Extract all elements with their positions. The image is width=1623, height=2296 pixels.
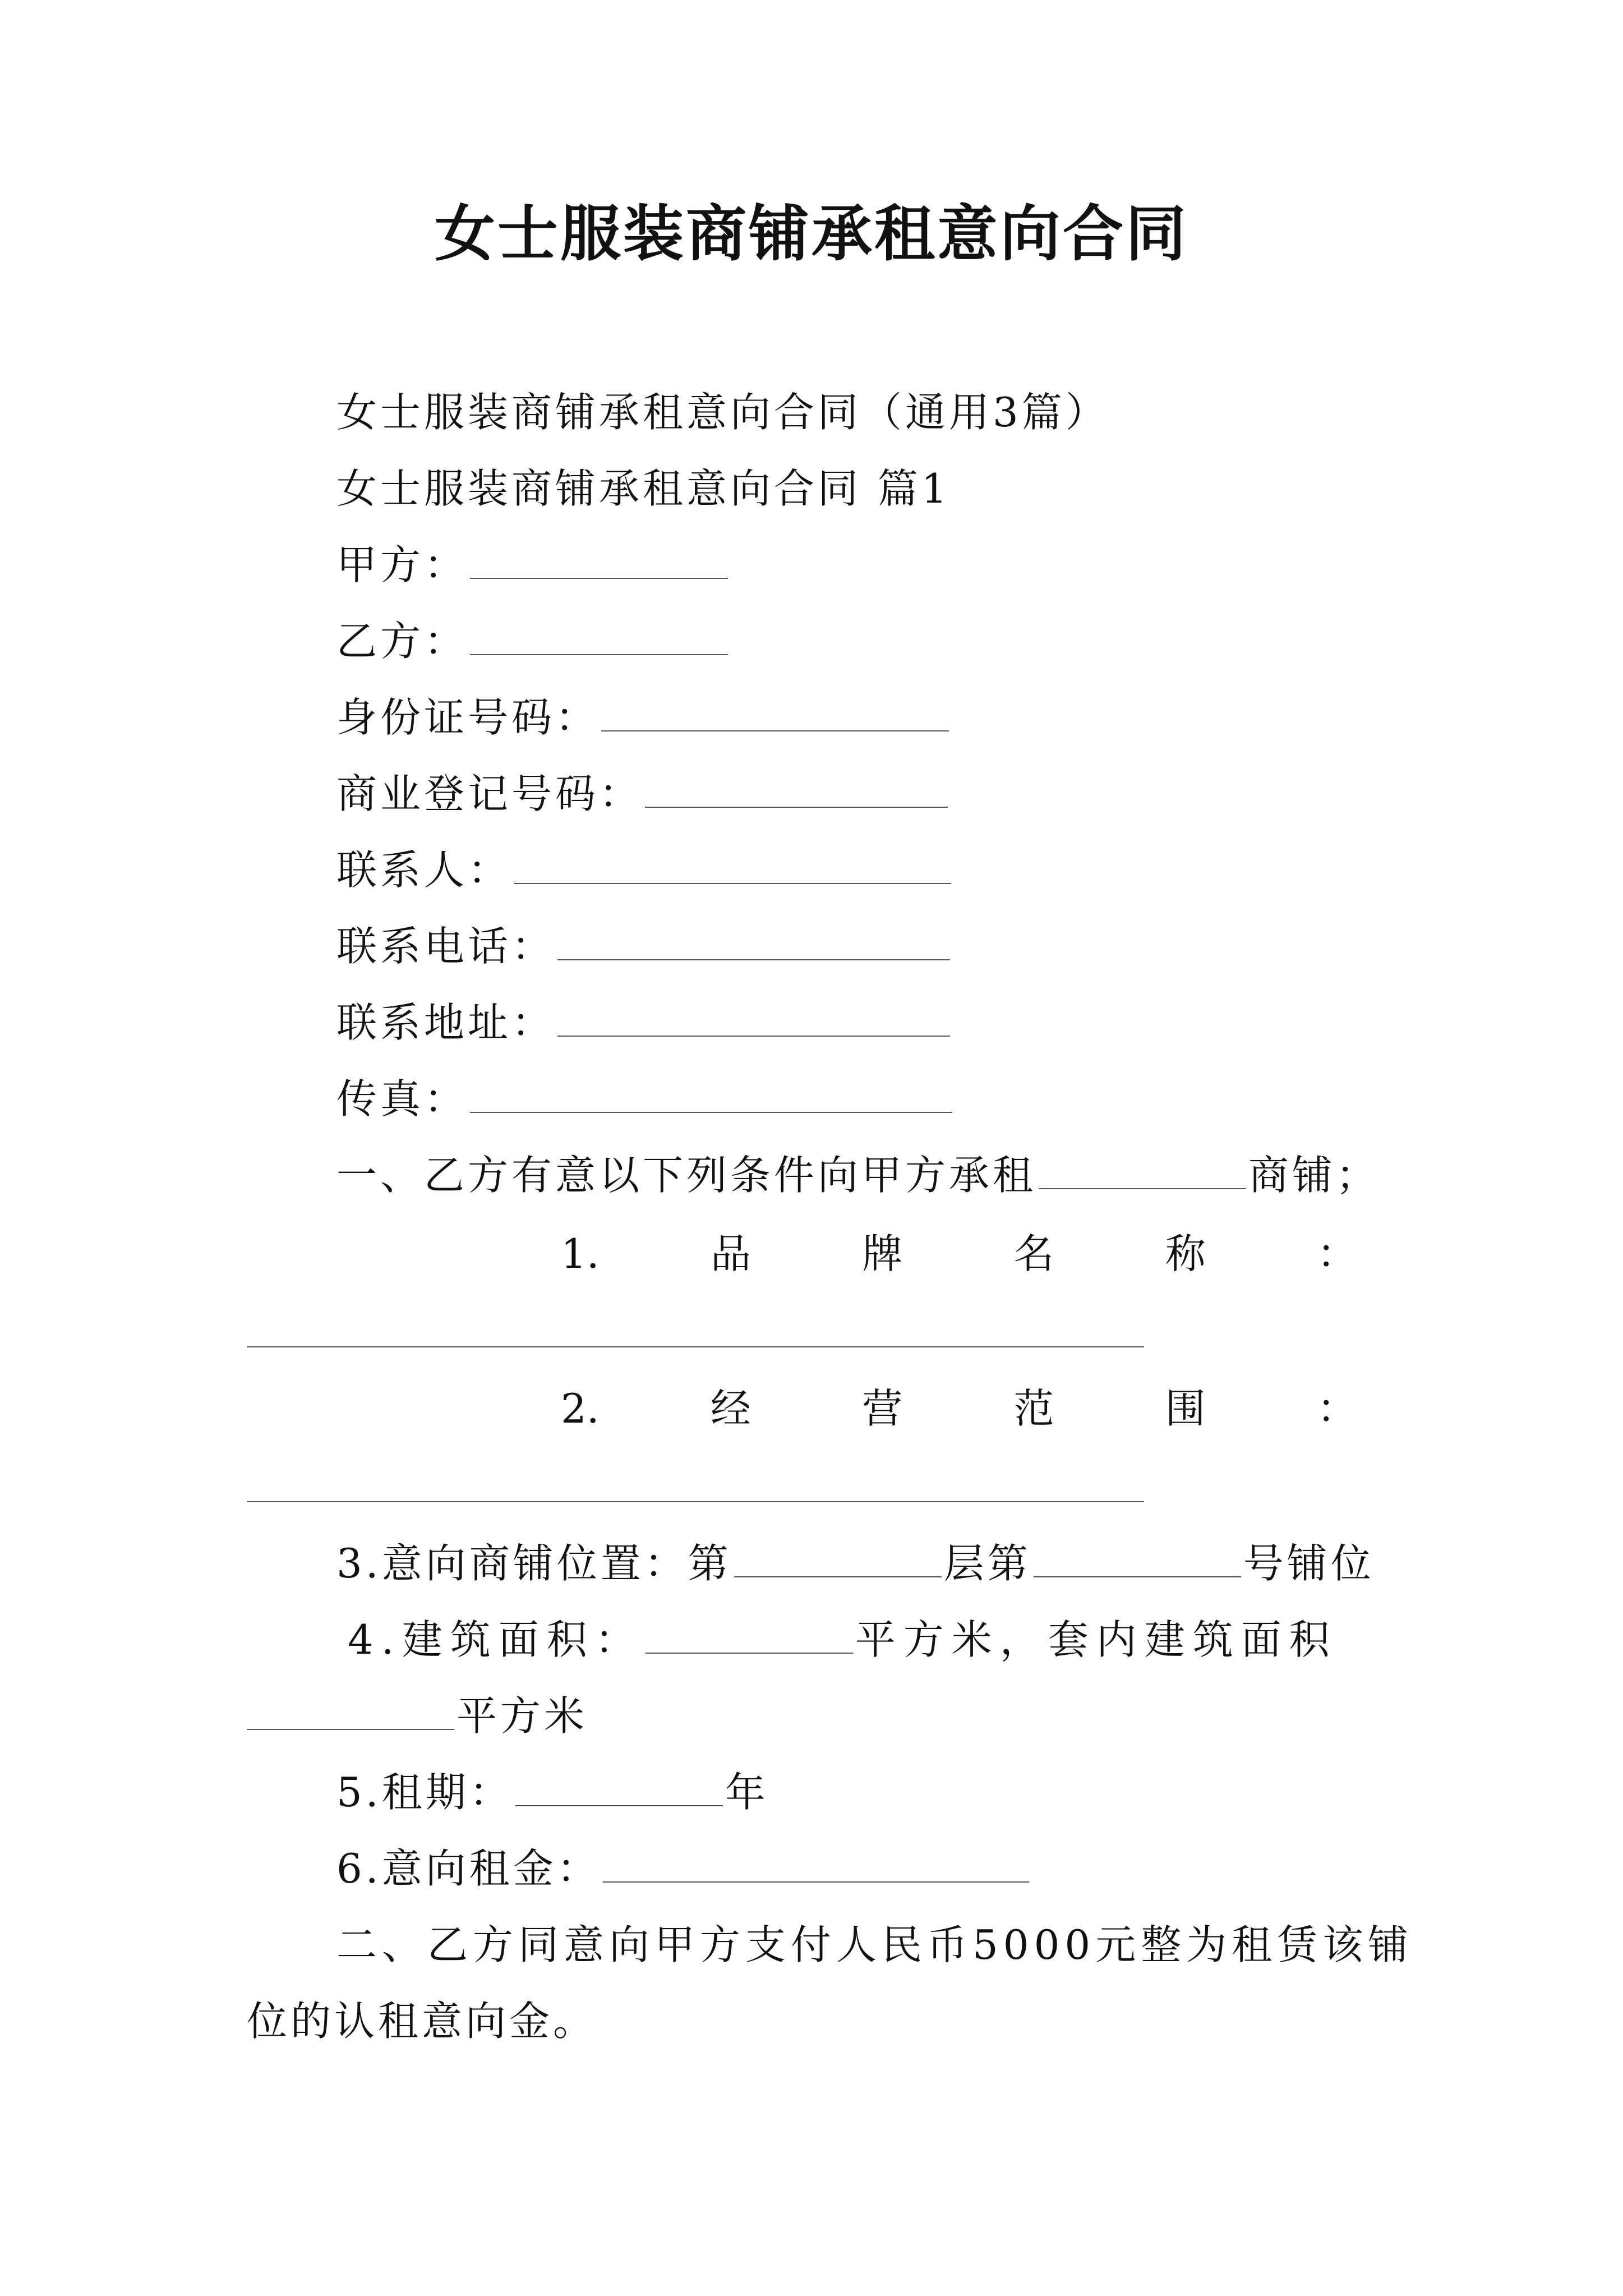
- lease-term-blank[interactable]: [515, 1769, 723, 1806]
- contact-address-field: [336, 997, 952, 1048]
- id-number-field: [336, 692, 951, 743]
- shop-location-field: [336, 1538, 1375, 1589]
- business-reg-label: 商业登记号码：: [336, 770, 643, 817]
- area-mid: 平方米，套内建筑面积: [855, 1616, 1338, 1663]
- clause2-line1: 二、乙方同意向甲方支付人民币5000元整为租赁该铺: [336, 1921, 1414, 1968]
- intended-rent-blank[interactable]: [603, 1846, 1029, 1883]
- location-prefix: 3.意向商铺位置：第: [336, 1540, 732, 1587]
- contact-person-field: [336, 845, 953, 895]
- party-b-field: [336, 616, 730, 666]
- document-title: 女士服装商铺承租意向合同: [434, 199, 1188, 269]
- contact-address-blank[interactable]: [557, 1000, 950, 1037]
- fax-field: [336, 1074, 955, 1124]
- fax-blank[interactable]: [470, 1076, 952, 1113]
- fax-label: 传真：: [336, 1075, 468, 1122]
- contact-phone-blank[interactable]: [557, 923, 950, 960]
- contact-phone-label: 联系电话：: [336, 923, 556, 970]
- clause1-prefix: 一、乙方有意以下列条件向甲方承租: [336, 1152, 1037, 1199]
- brand-name-blank[interactable]: [247, 1346, 1144, 1347]
- scope-char: 范: [1013, 1385, 1054, 1432]
- shop-number-blank[interactable]: [1034, 1540, 1241, 1577]
- party-b-blank[interactable]: [470, 618, 728, 655]
- floor-blank[interactable]: [734, 1540, 942, 1577]
- brand-char: 称: [1165, 1230, 1206, 1277]
- building-area-field: [348, 1614, 1338, 1665]
- contact-person-label: 联系人：: [336, 846, 512, 894]
- building-area-blank[interactable]: [645, 1617, 853, 1654]
- brand-colon: ：: [1316, 1230, 1357, 1277]
- lease-term-field: [336, 1767, 769, 1818]
- scope-colon: ：: [1316, 1385, 1357, 1432]
- brand-char: 牌: [862, 1230, 903, 1277]
- scope-number: 2.: [561, 1385, 600, 1432]
- clause1-suffix: 商铺；: [1248, 1152, 1380, 1199]
- location-mid: 层第: [943, 1540, 1031, 1587]
- area-suffix: 平方米: [457, 1692, 588, 1740]
- rent-prefix: 6.意向租金：: [336, 1845, 601, 1892]
- inner-area-field: [247, 1691, 588, 1741]
- clause2-line2: 位的认租意向金。: [247, 1998, 597, 2045]
- brand-char: 品: [710, 1230, 751, 1277]
- subtitle: 女士服装商铺承租意向合同（通用3篇）: [336, 389, 1109, 436]
- brand-number: 1.: [561, 1230, 600, 1277]
- party-a-blank[interactable]: [470, 542, 728, 579]
- business-scope-blank[interactable]: [247, 1501, 1144, 1502]
- location-suffix: 号铺位: [1243, 1540, 1375, 1587]
- inner-area-blank[interactable]: [247, 1693, 454, 1730]
- term-suffix: 年: [725, 1769, 769, 1816]
- party-a-field: [336, 540, 730, 590]
- id-number-label: 身份证号码：: [336, 694, 600, 741]
- intended-rent-field: [336, 1843, 1031, 1894]
- section-heading: 女士服装商铺承租意向合同 篇1: [336, 465, 951, 512]
- contact-phone-field: [336, 921, 952, 972]
- id-number-blank[interactable]: [601, 694, 949, 731]
- contact-person-blank[interactable]: [514, 847, 951, 884]
- brand-name-label: [561, 1228, 1357, 1279]
- contact-address-label: 联系地址：: [336, 999, 556, 1046]
- shop-name-blank[interactable]: [1039, 1152, 1246, 1189]
- brand-char: 名: [1013, 1230, 1054, 1277]
- scope-char: 围: [1165, 1385, 1206, 1432]
- clause1-intro: [336, 1150, 1380, 1200]
- party-b-label: 乙方：: [336, 618, 468, 665]
- scope-char: 经: [710, 1385, 751, 1432]
- business-reg-blank[interactable]: [645, 771, 948, 808]
- area-prefix: 4.建筑面积：: [348, 1616, 643, 1663]
- term-prefix: 5.租期：: [336, 1769, 513, 1816]
- business-scope-label: [561, 1383, 1357, 1434]
- party-a-label: 甲方：: [336, 541, 468, 588]
- business-reg-field: [336, 769, 950, 819]
- scope-char: 营: [862, 1385, 903, 1432]
